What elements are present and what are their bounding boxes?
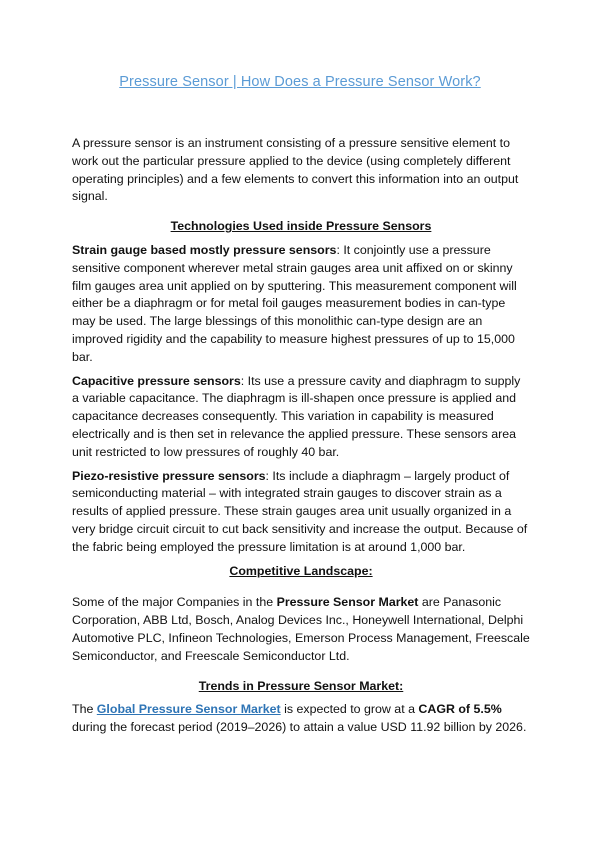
competitive-post: are Panasonic Corporation, ABB Ltd, Bosch, Analog Devices Inc., Honeywell International, Delphi Automotive PLC, Infineon Technologies, Emerson Process Management, Freescale Semiconductor, and Freescale Semiconductor Ltd. xyxy=(72,595,530,663)
trends-cagr: CAGR of 5.5% xyxy=(418,702,502,717)
piezo-paragraph xyxy=(72,468,530,557)
trends-post: during the forecast period (2019–2026) to attain a value USD 11.92 billion by 2026. xyxy=(72,720,527,735)
capacitive-label: Capacitive pressure sensors xyxy=(72,373,241,388)
section-heading-trends: Trends in Pressure Sensor Market: xyxy=(198,678,404,693)
intro-paragraph: A pressure sensor is an instrument consisting of a pressure sensitive element to work out the particular pressure applied to the device (using completely different operating principles) and a few elements to convert this information into an output signal. xyxy=(72,136,519,204)
strain-gauge-paragraph xyxy=(72,242,530,367)
trends-paragraph xyxy=(72,701,530,737)
section-heading-competitive: Competitive Landscape: xyxy=(229,563,373,578)
capacitive-paragraph xyxy=(72,373,530,462)
section-heading-technologies: Technologies Used inside Pressure Sensors xyxy=(170,219,432,234)
piezo-label: Piezo-resistive pressure sensors xyxy=(72,468,266,483)
piezo-text: : Its include a diaphragm – largely product of semiconducting material – with integrated strain gauges to discover strain as a results of applied pressure. These strain gauges area unit usually organized in a very bridge circuit circuit to cut back sensitivity and increase the output. Because of the fabric being employed the pressure limitation is at around 1,000 bar. xyxy=(72,468,528,554)
strain-gauge-label: Strain gauge based mostly pressure sensors xyxy=(72,242,337,257)
strain-gauge-text: : It conjointly use a pressure sensitive component wherever metal strain gauges area unit affixed on or skinny film gauges area unit applied on by sputtering. This measurement component will either be a diaphragm or for metal foil gauges measurement bodies in can-type may be used. The large blessings of this monolithic can-type design are an improved rigidity and the capability to measure highest pressures of up to 15,000 bar. xyxy=(72,242,517,364)
capacitive-text: : Its use a pressure cavity and diaphragm to supply a variable capacitance. The diaphragm is ill-shapen once pressure is applied and capacitance decreases consequently. This variation in capability is measured electrically and is then set in relevance the applied pressure. These sensors area unit restricted to low pressures of roughly 40 bar. xyxy=(72,373,521,459)
trends-mid: is expected to grow at a xyxy=(280,702,419,717)
page-title: Pressure Sensor | How Does a Pressure Sensor Work? xyxy=(119,74,481,90)
competitive-bold: Pressure Sensor Market xyxy=(276,595,419,610)
document-body xyxy=(72,135,530,743)
competitive-paragraph xyxy=(72,594,530,665)
competitive-pre: Some of the major Companies in the xyxy=(72,595,277,610)
trends-pre: The xyxy=(72,702,97,717)
global-pressure-sensor-market-link[interactable]: Global Pressure Sensor Market xyxy=(96,702,281,717)
